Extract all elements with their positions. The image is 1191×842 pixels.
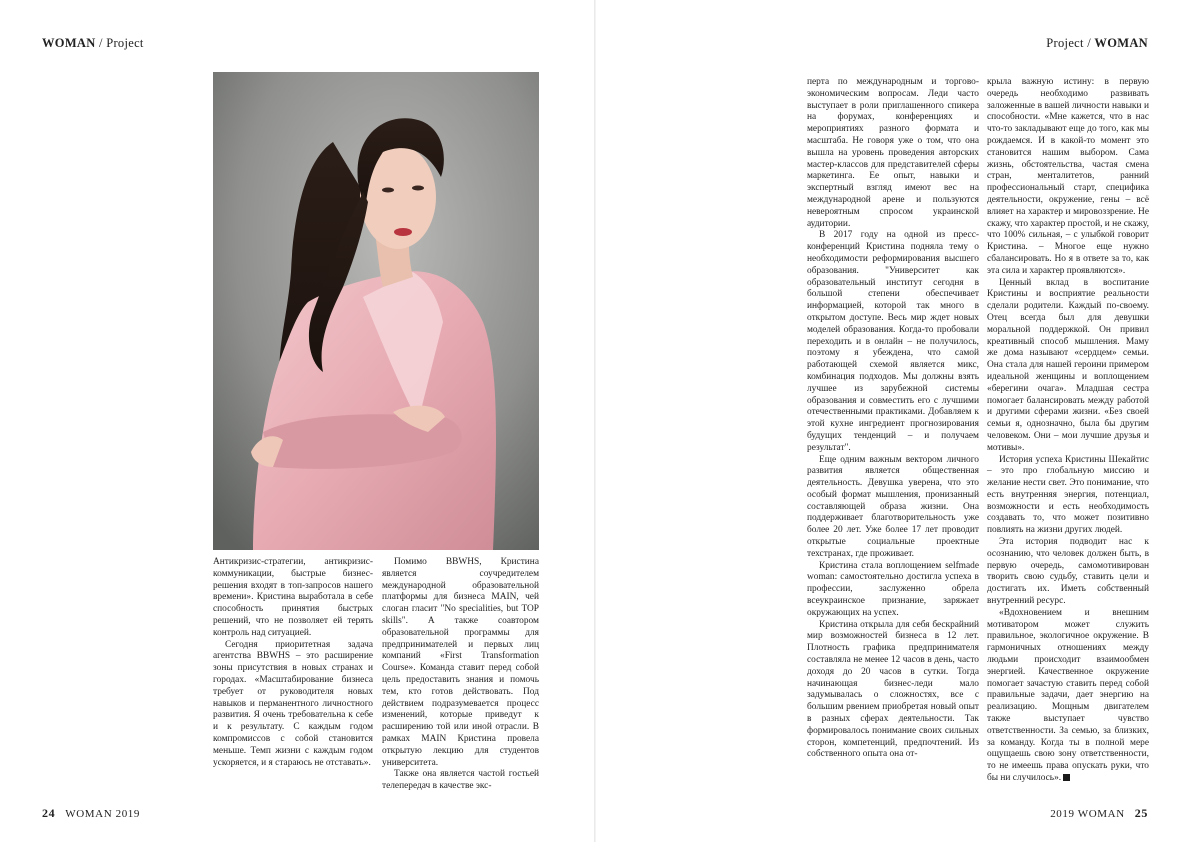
- paragraph: Антикризис-стратегии, антикризис-коммуникации, быстрые бизнес-решения входят в топ-запросов нашего времени». Кристина выработала в себе способность принятия быстрых решений, что не позволяет ей терять контроль над ситуацией.: [213, 557, 373, 638]
- paragraph: Эта история подводит нас к осознанию, что человек должен быть, в первую очередь, самомотивирован творить свою судьбу, ставить цели и достигать их. Иметь собственный внутренний ресурс.: [987, 537, 1149, 607]
- folio-label: WOMAN 2019: [65, 808, 141, 820]
- running-head-right: [1046, 36, 1148, 51]
- page-number: 24: [42, 806, 56, 820]
- running-head-section: Project: [1046, 36, 1084, 50]
- page-number: 25: [1134, 806, 1148, 820]
- end-mark-icon: [1063, 774, 1070, 781]
- article-column-4: [987, 77, 1149, 785]
- paragraph: крыла важную истину: в первую очередь необходимо развивать заложенные в вашей личности навыки и способности. «Мне кажется, что в нас что-то закладывают еще до того, как мы рождаемся. И в какой-то момент это становится нашим выбором. Сама жизнь, обстоятельства, частая смена стран, менталитетов, ранний профессиональный старт, специфика деятельности, окружение, гены – всё влияет на характер и мировоззрение. Не скажу, что характер простой, и не скажу, что 100% сильная, – с улыбкой говорит Кристина. – Многое еще нужно сбалансировать. Но я в ответе за то, как эта сила и характер проявляются».: [987, 77, 1149, 276]
- paragraph: Кристина стала воплощением selfmade woman: самостоятельно достигла успеха в профессии, заслуженно обрела всеукраинское признание, заряжает окружающих на успех.: [807, 560, 979, 618]
- paragraph: Помимо BBWHS, Кристина является соучредителем международной образовательной платформы для бизнеса MAIN, чей слоган гласит "No specialities, but TOP skills". А также соавтором образовательной программы для предпринимателей и первых лиц компаний «First Transformation Course». Команда ставит перед собой цель предоставить знания и помочь тем, кто готов действовать. Под действием подразумевается процесс изменений, которые приведут к расширению той или иной отрасли. В рамках MAIN Кристина провела открытую лекцию для студентов университета.: [382, 557, 539, 768]
- paragraph: В 2017 году на одной из пресс-конференций Кристина подняла тему о необходимости реформирования высшего образования. "Университет как образовательный институт сегодня в большой степени обеспечивает информацией, которой так много в открытом доступе. Весь мир ждет новых моделей образования. Когда-то пробовали переходить и в онлайн – не получилось, поэтому я убеждена, что самой работающей схемой является микс, комбинация подходов. Мы должны взять лучшее из зарубежной системы образования и совместить его с лучшими отечественными практиками. Добавляем к этой кухне ингредиент прогнозирования будущих тенденций – и получаем результат".: [807, 230, 979, 453]
- running-head-left: [42, 36, 144, 51]
- running-head-section: Project: [106, 36, 144, 50]
- right-page: [596, 0, 1191, 842]
- paragraph: Кристина открыла для себя бескрайний мир возможностей бизнеса в 12 лет. Плотность графика предпринимателя составляла не менее 12 часов в день, часто доходя до 20 часов в сутки. Тогда начинающая бизнес-леди мало задумывалась о сложностях, все с большим рвением приобретая новый опыт в разных сферах деятельности. Так формировалось понимание своих сильных сторон, компетенций, предпочтений. Из собственного опыта она от-: [807, 619, 979, 760]
- running-head-brand: WOMAN: [1094, 36, 1148, 50]
- running-head-separator: /: [1083, 36, 1095, 50]
- paragraph: Ценный вклад в воспитание Кристины и восприятие реальности сделали родители. Каждый по-своему. Отец всегда был для девушки моральной поддержкой. Он привил креативный способ мышления. Маму же дома называют «сердцем» семьи. Она стала для нашей героини примером идеальной женщины и воплощением «берегини очага». Младшая сестра помогает балансировать между работой и другими сферами жизни. «Без своей семьи я, однозначно, была бы другим человеком. Они – мои лучшие друзья и мотивы».: [987, 277, 1149, 453]
- article-column-2: [382, 557, 539, 793]
- running-head-separator: /: [95, 36, 107, 50]
- left-page: [0, 0, 595, 842]
- folio-left: [42, 806, 140, 821]
- running-head-brand: WOMAN: [42, 36, 96, 50]
- paragraph-last: [987, 608, 1149, 785]
- folio-label: 2019 WOMAN: [1050, 808, 1125, 820]
- portrait-photo: [213, 72, 539, 550]
- paragraph: Также она является частой гостьей телепередач в качестве экс-: [382, 769, 539, 792]
- paragraph: Еще одним важным вектором личного развития является общественная деятельность. Девушка уверена, что это особый формат мышления, пронизанный составляющей образа жизни. Она поддерживает благотворительность уже более 20 лет. Уже более 17 лет проводит открытые социальные проектные техстранах, где проживает.: [807, 454, 979, 559]
- paragraph: Сегодня приоритетная задача агентства BBWHS – это расширение зоны присутствия в новых странах и городах. «Масштабирование бизнеса требует от руководителя новых навыков и перманентного личностного развития. Я очень требовательна к себе и к результату. С каждым годом компромиссов с собой становится меньше. Темп жизни с каждым годом ускоряется, и я стараюсь не отставать».: [213, 639, 373, 768]
- article-column-3: [807, 77, 979, 761]
- paragraph-text: «Вдохновением и внешним мотиватором может служить правильное, экологичное окружение. В гармоничных отношениях между людьми происходит взаимообмен энергией. Качественное окружение помогает зачастую ставить перед собой правильные задачи, дает энергию на реализацию. Мощным двигателем также выступает чувство ответственности. За семью, за близких, за команду. Когда ты в полной мере ощущаешь свою зону ответственности, то не имеешь права опускать руки, что бы ни случилось».: [987, 607, 1149, 784]
- portrait-illustration: [213, 72, 539, 550]
- folio-right: [1050, 806, 1148, 821]
- paragraph: История успеха Кристины Шекайтис – это про глобальную миссию и желание нести свет. Это понимание, что есть внутренняя энергия, потенциал, возможности и есть необходимость создавать то, что может позитивно повлиять на жизни других людей.: [987, 454, 1149, 536]
- paragraph: перта по международным и торгово-экономическим вопросам. Леди часто выступает в роли приглашенного спикера на форумах, конференциях и мероприятиях разного формата и масштаба. Не говоря уже о том, что она вышла на уровень проведения авторских мастер-классов для представителей сферы маркетинга. Ее опыт, навыки и экспертный взгляд имеют вес на международной арене и пользуются невероятным спросом украинской аудитории.: [807, 77, 979, 229]
- article-column-1: [213, 557, 373, 769]
